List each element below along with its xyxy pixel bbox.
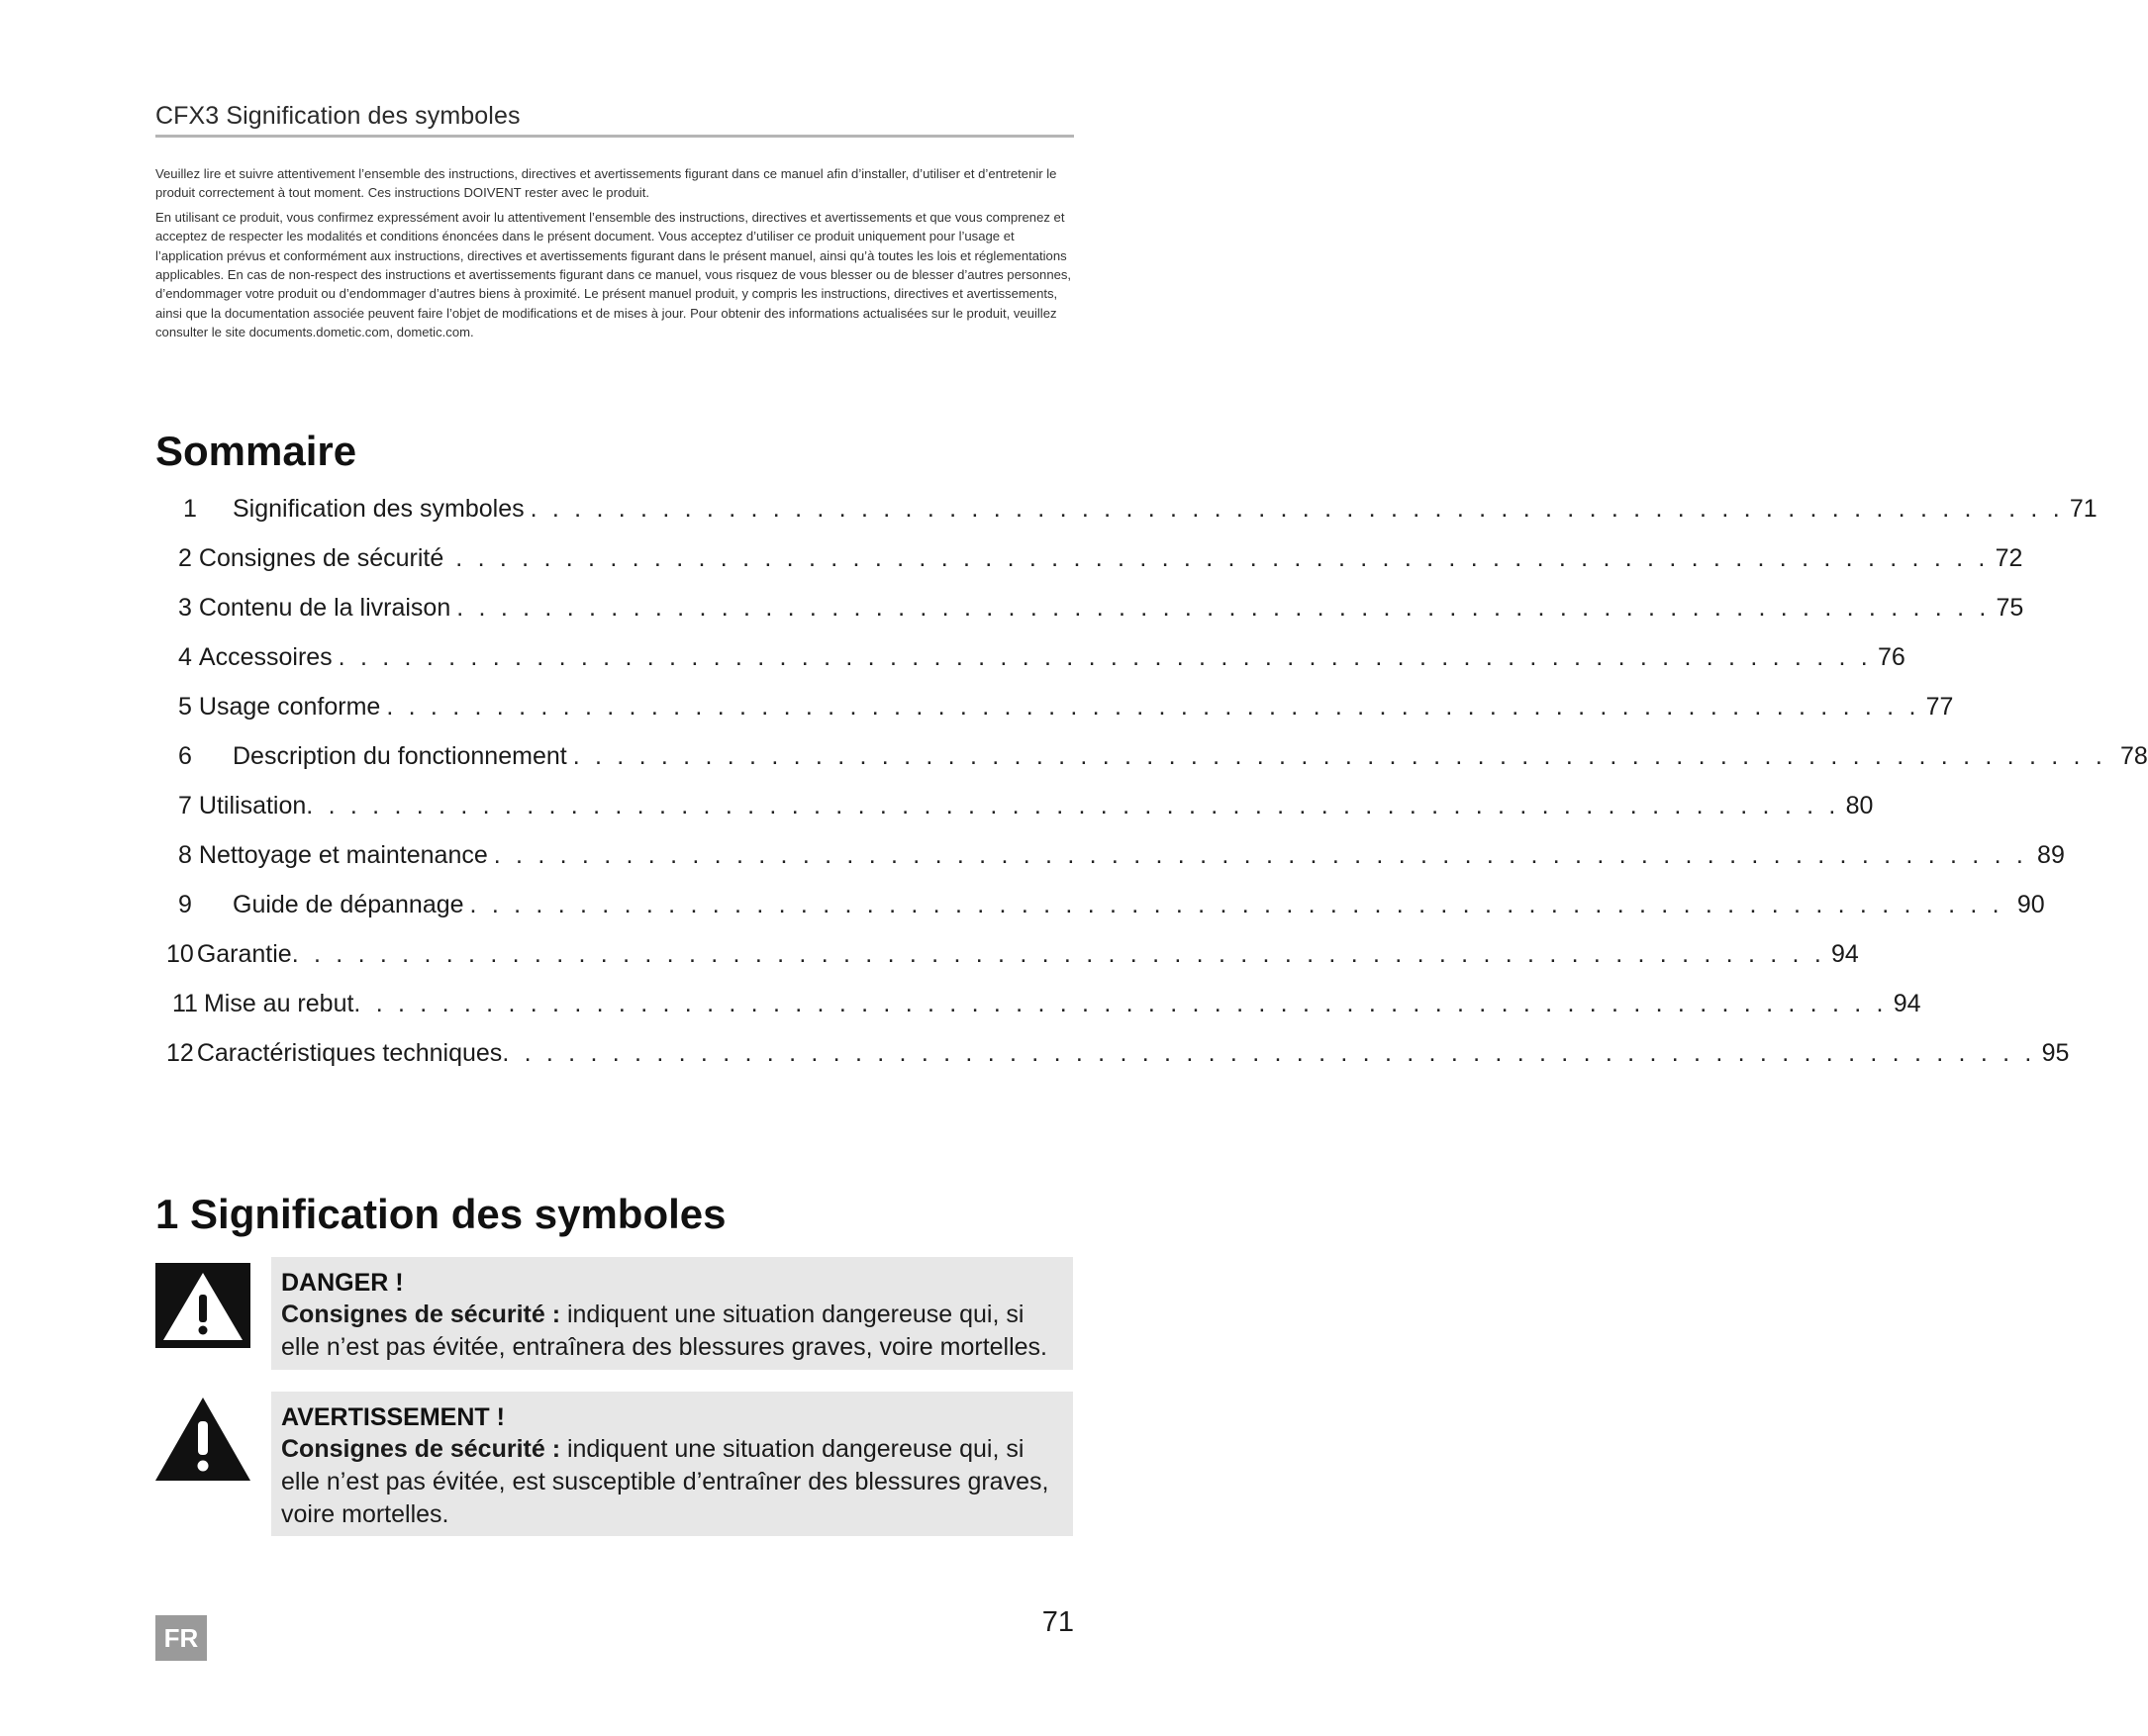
toc-entry-label: Signification des symboles	[233, 495, 525, 523]
warning-text	[281, 1433, 1063, 1531]
toc-entry-label: Guide de dépannage	[233, 891, 464, 918]
intro-paragraph: En utilisant ce produit, vous confirmez expressément avoir lu attentivement l’ensemble des instructions, directives et avertissements et que vous comprenez et acceptez de respecter les modalités et conditions énoncées dans le présent document. Vous acceptez d’utiliser ce produit uniquement pour l’usage et l’application prévus et conformément aux instructions, directives et avertissements figurant dans le présent manuel, ainsi qu’à toutes les lois et réglementations applicables. En cas de non-respect des instructions et avertissements figurant dans ce manuel, vous risquez de vous blesser ou de blesser d’autres personnes, d’endommager votre produit ou d’endommager d’autres biens à proximité. Le présent manuel produit, y compris les instructions, directives et avertissements, ainsi que la documentation associée peuvent faire l’objet de modifications et de mises à jour. Pour obtenir des informations actualisées sur le produit, veuillez consulter le site documents.dometic.com, dometic.com.	[155, 209, 1072, 340]
warning-description: indiquent une situation dangereuse qui, si elle n’est pas évitée, est susceptible d’entraîner des blessures graves, voire mortelles.	[281, 1435, 1049, 1528]
toc-entry-number: 8	[178, 841, 192, 869]
toc-entry-label: Description du fonctionnement	[233, 742, 567, 770]
toc-entry-label: Nettoyage et maintenance	[198, 841, 488, 869]
toc-entry-number: 4	[178, 643, 192, 671]
toc-entry-label: Utilisation	[198, 792, 307, 820]
toc-entry-page: 90	[2016, 891, 2045, 918]
toc-entry-number: 1	[183, 495, 197, 523]
danger-description: indiquent une situation dangereuse qui, si elle n’est pas évitée, entraînera des blessures graves, voire mortelles.	[281, 1301, 1047, 1361]
toc-entry[interactable]	[172, 990, 1921, 1025]
page-header-title: CFX3 Signification des symboles	[155, 102, 521, 130]
toc-entry[interactable]	[178, 643, 1905, 679]
toc-entry-number: 5	[178, 693, 192, 721]
toc-leader-dots: . . . . . . . . . . . . . . . . . . . . . . . . . . . . . . . . . . . . . . . . . . . . . . . . . . . . . . . . . . . . . . . . . . . . . .	[338, 643, 1872, 671]
section-heading: 1 Signification des symboles	[155, 1191, 727, 1237]
toc-entry-page: 80	[1845, 792, 1874, 820]
danger-lead: Consignes de sécurité :	[281, 1301, 561, 1328]
header-divider	[155, 135, 1074, 138]
toc-entry-label: Usage conforme	[198, 693, 381, 721]
toc-entry-label: Contenu de la livraison	[198, 594, 451, 622]
warning-icon	[155, 1398, 250, 1483]
toc-entry-page: 75	[1996, 594, 2024, 622]
toc-leader-dots: . . . . . . . . . . . . . . . . . . . . . . . . . . . . . . . . . . . . . . . . . . . . . . . . . . . . . . . . . . . . . . . . . . . . . .	[353, 990, 1888, 1017]
toc-entry[interactable]	[183, 495, 2098, 530]
toc-entry-page: 76	[1877, 643, 1905, 671]
page-number: 71	[1041, 1606, 1074, 1638]
toc-entry-page: 77	[1925, 693, 1954, 721]
toc-entry-page: 72	[1995, 544, 2023, 572]
danger-title: DANGER !	[281, 1269, 404, 1297]
toc-entry-number: 11	[172, 990, 198, 1017]
toc-entry[interactable]	[178, 841, 2065, 877]
danger-text	[281, 1299, 1063, 1364]
toc-leader-dots: . . . . . . . . . . . . . . . . . . . . . . . . . . . . . . . . . . . . . . . . . . . . . . . . . . . . . . . . . . . . . . . . . . . . . .	[469, 891, 2003, 918]
toc-entry[interactable]	[178, 544, 2023, 580]
toc-entry-number: 2	[178, 544, 192, 572]
language-badge: FR	[155, 1615, 207, 1661]
toc-entry[interactable]	[178, 594, 2024, 629]
toc-entry-number: 7	[178, 792, 192, 820]
warning-notice	[271, 1392, 1073, 1536]
danger-icon	[155, 1263, 250, 1348]
toc-entry-number: 10	[166, 940, 194, 968]
toc-leader-dots: . . . . . . . . . . . . . . . . . . . . . . . . . . . . . . . . . . . . . . . . . . . . . . . . . . . . . . . . . . . . . . . . . . . . . .	[291, 940, 1825, 968]
toc-entry-label: Mise au rebut	[203, 990, 354, 1017]
toc-entry-page: 89	[2037, 841, 2065, 869]
toc-leader-dots: . . . . . . . . . . . . . . . . . . . . . . . . . . . . . . . . . . . . . . . . . . . . . . . . . . . . . . . . . . . . . . . . . . . . . .	[306, 792, 1840, 820]
toc-entry-label: Consignes de sécurité	[198, 544, 444, 572]
toc-entry-label: Garantie	[196, 940, 292, 968]
danger-notice	[271, 1257, 1073, 1370]
toc-entry[interactable]	[178, 742, 2148, 778]
toc-leader-dots: . . . . . . . . . . . . . . . . . . . . . . . . . . . . . . . . . . . . . . . . . . . . . . . . . . . . . . . . . . . . . . . . . . . . . .	[572, 742, 2106, 770]
toc-entry-number: 12	[166, 1039, 194, 1067]
toc-entry-label: Accessoires	[198, 643, 333, 671]
intro-paragraph: Veuillez lire et suivre attentivement l’ensemble des instructions, directives et avertissements figurant dans ce manuel afin d’installer, d’utiliser et d’entretenir le produit correctement à tout moment. Ces instructions DOIVENT rester avec le produit.	[155, 166, 1057, 201]
toc-entry-page: 78	[2119, 742, 2148, 770]
toc-entry-label: Caractéristiques techniques	[196, 1039, 503, 1067]
toc-entry-page: 94	[1830, 940, 1859, 968]
warning-lead: Consignes de sécurité :	[281, 1435, 561, 1463]
toc-leader-dots: . . . . . . . . . . . . . . . . . . . . . . . . . . . . . . . . . . . . . . . . . . . . . . . . . . . . . . . . . . . . . . . . . . . . . .	[456, 594, 1991, 622]
toc-entry-page: 95	[2041, 1039, 2070, 1067]
toc-entry-page: 94	[1893, 990, 1921, 1017]
toc-leader-dots: . . . . . . . . . . . . . . . . . . . . . . . . . . . . . . . . . . . . . . . . . . . . . . . . . . . . . . . . . . . . . . . . . . . . . .	[493, 841, 2028, 869]
toc-entry[interactable]	[178, 891, 2045, 926]
toc-entry[interactable]	[178, 792, 1874, 827]
toc-entry-number: 3	[178, 594, 192, 622]
toc-leader-dots: . . . . . . . . . . . . . . . . . . . . . . . . . . . . . . . . . . . . . . . . . . . . . . . . . . . . . . . . . . . . . . . . . . . . . .	[530, 495, 2064, 523]
toc-leader-dots: . . . . . . . . . . . . . . . . . . . . . . . . . . . . . . . . . . . . . . . . . . . . . . . . . . . . . . . . . . . . . . . . . . . . . .	[502, 1039, 2036, 1067]
toc-entry-number: 9	[178, 891, 192, 918]
toc-leader-dots: . . . . . . . . . . . . . . . . . . . . . . . . . . . . . . . . . . . . . . . . . . . . . . . . . . . . . . . . . . . . . . . . . . . . . .	[386, 693, 1920, 721]
warning-title: AVERTISSEMENT !	[281, 1403, 505, 1431]
toc-entry[interactable]	[166, 940, 1859, 976]
toc-heading: Sommaire	[155, 428, 357, 474]
toc-entry[interactable]	[178, 693, 1954, 728]
toc-entry[interactable]	[166, 1039, 2070, 1075]
intro-text	[155, 164, 1076, 347]
toc-leader-dots: . . . . . . . . . . . . . . . . . . . . . . . . . . . . . . . . . . . . . . . . . . . . . . . . . . . . . . . . . . . . . . . . . . . . . .	[455, 544, 1990, 572]
toc-entry-number: 6	[178, 742, 192, 770]
toc-entry-page: 71	[2069, 495, 2098, 523]
